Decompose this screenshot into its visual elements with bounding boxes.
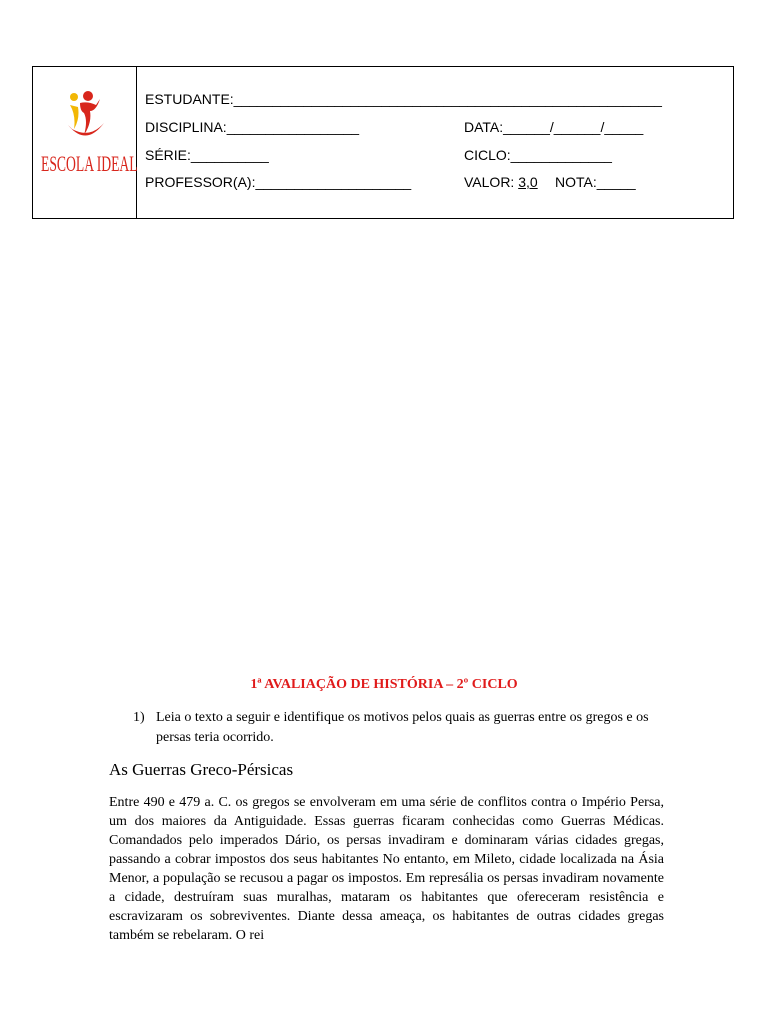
article-body: Entre 490 e 479 a. C. os gregos se envolveram em uma série de conflitos contra o Império Persa, um dos maiores da Antiguidade. Essas guerras ficaram conhecidas como Guerras Médicas. Comandados pelo imperados Dário, os persas invadiram e dominaram várias cidades gregas, passando a cobrar impostos dos seus habitantes No entanto, em Mileto, cidade localizada na Ásia Menor, a população se recusou a pagar os impostos. Em represália os persas invadiram novamente a cidade, destruíram suas muralhas, mataram os habitantes que ofereceram resistência e escravizaram os sobreviventes. Diante dessa ameaça, os habitantes de outras cidades gregas também se rebelaram. O rei <box>109 795 664 943</box>
score-field: NOTA:_____ <box>555 174 636 190</box>
question-number: 1) <box>133 710 145 725</box>
question-1 <box>134 708 654 748</box>
student-field: ESTUDANTE:_______________________________________________________ <box>145 91 662 107</box>
exam-title: 1ª AVALIAÇÃO DE HISTÓRIA – 2º CICLO <box>250 677 518 692</box>
value-amount: 3,0 <box>518 174 538 190</box>
cycle-field: CICLO:_____________ <box>464 147 612 163</box>
school-name: ESCOLA IDEAL <box>41 151 138 176</box>
article-title: As Guerras Greco-Pérsicas <box>109 760 294 779</box>
school-figure-icon <box>66 89 106 149</box>
value-field <box>464 174 538 190</box>
value-label: VALOR: <box>464 174 519 190</box>
subject-field: DISCIPLINA:_________________ <box>145 119 360 135</box>
teacher-field: PROFESSOR(A):____________________ <box>145 174 412 190</box>
school-logo <box>33 67 137 218</box>
question-text: Leia o texto a seguir e identifique os motivos pelos quais as guerras entre os gregos e os persas teria ocorrido. <box>156 710 649 745</box>
date-field: DATA:______/______/_____ <box>464 119 644 135</box>
grade-field: SÉRIE:__________ <box>145 147 269 163</box>
student-info-header <box>32 66 734 219</box>
